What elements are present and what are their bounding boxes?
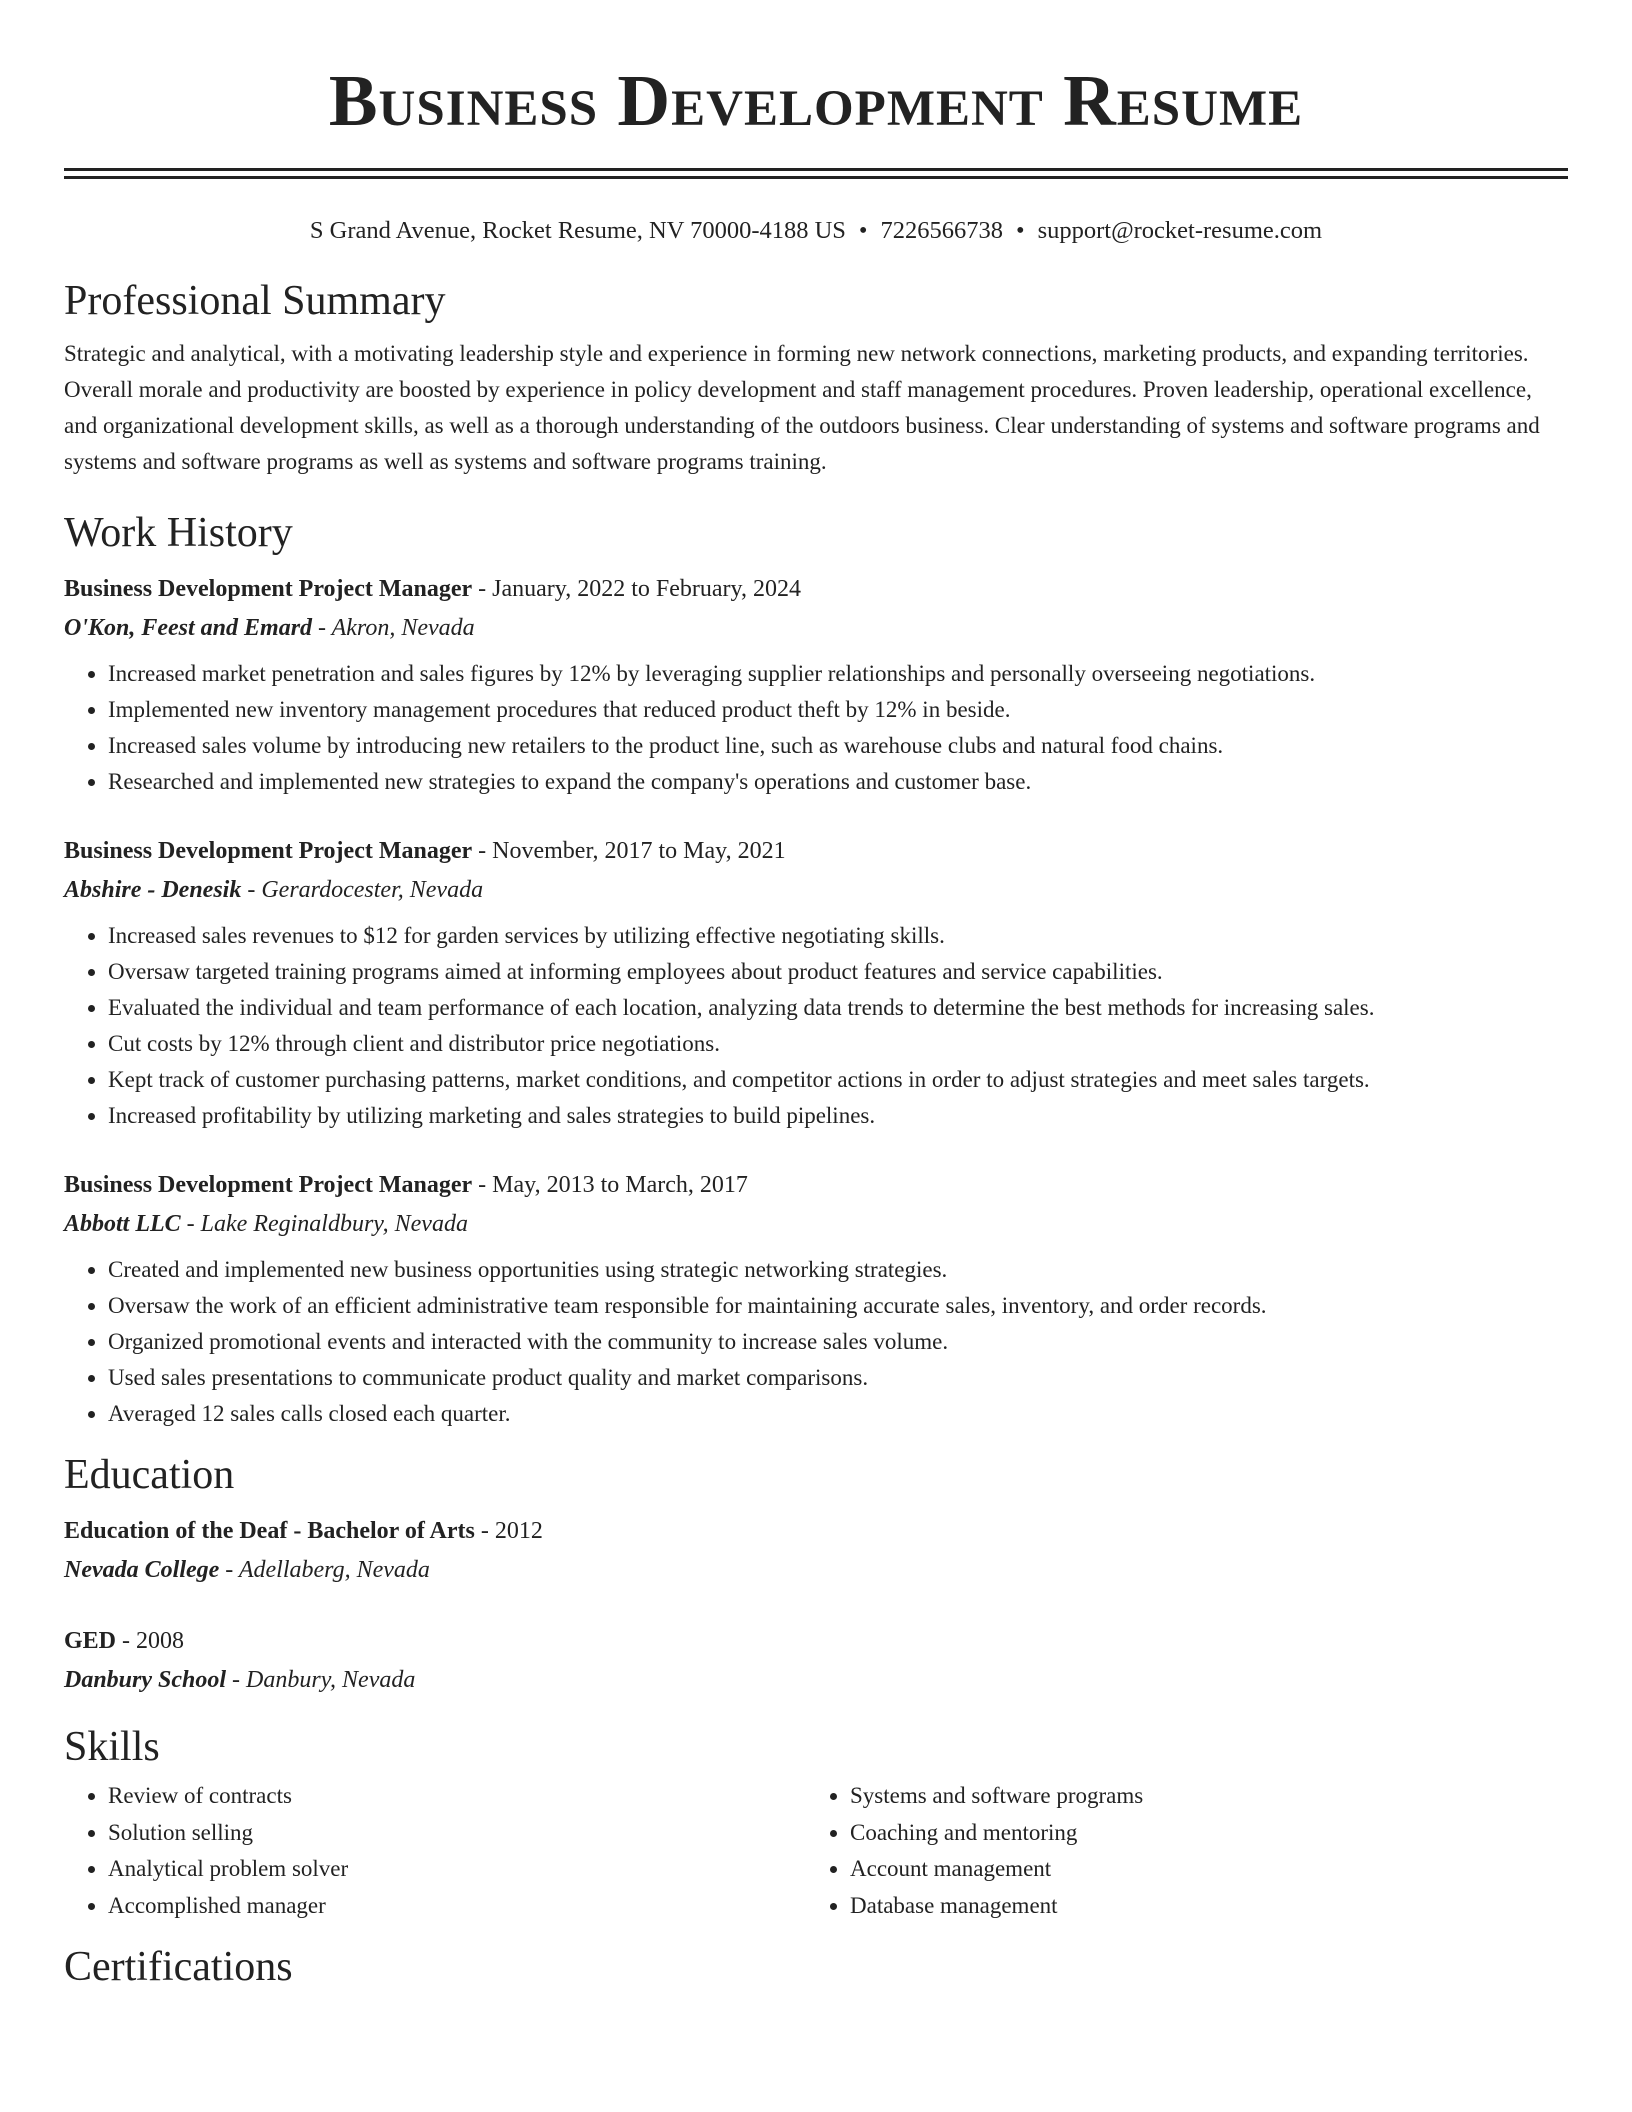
education-location: - Adellaberg, Nevada — [219, 1557, 430, 1583]
job-dates: - November, 2017 to May, 2021 — [472, 838, 786, 864]
job-location: - Lake Reginaldbury, Nevada — [180, 1211, 468, 1237]
education-header — [64, 1622, 1568, 1660]
education-entry — [64, 1512, 1568, 1590]
skills-grid — [64, 1778, 1568, 1924]
education-entry — [64, 1622, 1568, 1700]
job-bullets — [64, 656, 1568, 800]
education-school: Nevada College — [64, 1557, 220, 1583]
contact-address: S Grand Avenue, Rocket Resume, NV 70000-4188 US — [309, 217, 846, 244]
job-location: - Gerardocester, Nevada — [241, 877, 484, 903]
education-degree: Education of the Deaf - Bachelor of Arts — [64, 1518, 475, 1544]
education-header — [64, 1512, 1568, 1550]
list-item: • Researched and implemented new strategies to expand the company's operations and customer base. — [108, 764, 1568, 800]
list-item: • Implemented new inventory management procedures that reduced product theft by 12% in beside. — [108, 692, 1568, 728]
job-header — [64, 570, 1568, 608]
job-company-line — [64, 1204, 1568, 1244]
section-heading-summary: Professional Summary — [64, 278, 446, 324]
education-school-line — [64, 1660, 1568, 1700]
skill-item: • Database management — [850, 1888, 1548, 1925]
job-company: O'Kon, Feest and Emard — [64, 615, 313, 641]
education-school-line — [64, 1550, 1568, 1590]
section-heading-certifications: Certifications — [64, 1944, 293, 1990]
education-degree: GED — [64, 1628, 117, 1654]
job-header — [64, 1166, 1568, 1204]
skills-column-right — [806, 1778, 1548, 1924]
summary-text: Strategic and analytical, with a motivating leadership style and experience in forming new network connections, marketing products, and expanding territories. Overall morale and productivity are boosted by experience in policy development and staff management procedures. Proven leadership, operational excellence, and organizational development skills, as well as a thorough understanding of the outdoors business. Clear understanding of systems and software programs and systems and software programs as well as systems and software programs training. — [64, 341, 1540, 474]
skill-item: • Analytical problem solver — [108, 1851, 806, 1888]
contact-phone: 7226566738 — [880, 217, 1003, 244]
job-title: Business Development Project Manager — [64, 1172, 473, 1198]
list-item: • Evaluated the individual and team performance of each location, analyzing data trends to determine the best methods for increasing sales. — [108, 990, 1568, 1026]
section-heading-skills: Skills — [64, 1724, 160, 1770]
education-year: - 2008 — [116, 1628, 185, 1654]
education-location: - Danbury, Nevada — [226, 1667, 416, 1693]
contact-line — [64, 216, 1568, 246]
resume-page — [64, 0, 1568, 1992]
job-entry — [64, 570, 1568, 800]
job-title: Business Development Project Manager — [64, 576, 473, 602]
title-divider-bottom — [64, 176, 1568, 179]
list-item: • Oversaw targeted training programs aimed at informing employees about product features and service capabilities. — [108, 954, 1568, 990]
job-company: Abshire - Denesik — [64, 877, 242, 903]
list-item: • Kept track of customer purchasing patterns, market conditions, and competitor actions in order to adjust strategies and meet sales targets. — [108, 1062, 1568, 1098]
list-item: • Cut costs by 12% through client and distributor price negotiations. — [108, 1026, 1568, 1062]
job-location: - Akron, Nevada — [312, 615, 475, 641]
job-entry — [64, 832, 1568, 1134]
list-item: • Averaged 12 sales calls closed each quarter. — [108, 1396, 1568, 1432]
job-entry — [64, 1166, 1568, 1432]
list-item: • Created and implemented new business opportunities using strategic networking strategies. — [108, 1252, 1568, 1288]
job-company-line — [64, 870, 1568, 910]
skill-item: • Solution selling — [108, 1815, 806, 1852]
job-bullets — [64, 918, 1568, 1134]
contact-separator: • — [1016, 217, 1025, 244]
job-company-line — [64, 608, 1568, 648]
section-heading-education: Education — [64, 1452, 235, 1498]
education-year: - 2012 — [474, 1518, 543, 1544]
list-item: • Organized promotional events and interacted with the community to increase sales volume. — [108, 1324, 1568, 1360]
skills-column-left — [64, 1778, 806, 1924]
job-dates: - May, 2013 to March, 2017 — [472, 1172, 748, 1198]
skill-item: • Accomplished manager — [108, 1888, 806, 1925]
list-item: • Increased market penetration and sales figures by 12% by leveraging supplier relationships and personally overseeing negotiations. — [108, 656, 1568, 692]
section-heading-work-history: Work History — [64, 510, 293, 556]
contact-email: support@rocket-resume.com — [1037, 217, 1323, 244]
list-item: • Increased profitability by utilizing marketing and sales strategies to build pipelines. — [108, 1098, 1568, 1134]
list-item: • Used sales presentations to communicate product quality and market comparisons. — [108, 1360, 1568, 1396]
skill-item: • Systems and software programs — [850, 1778, 1548, 1815]
job-title: Business Development Project Manager — [64, 838, 473, 864]
job-company: Abbott LLC — [64, 1211, 181, 1237]
resume-title: Business Development Resume — [328, 60, 1304, 141]
list-item: • Oversaw the work of an efficient administrative team responsible for maintaining accurate sales, inventory, and order records. — [108, 1288, 1568, 1324]
job-bullets — [64, 1252, 1568, 1432]
list-item: • Increased sales revenues to $12 for garden services by utilizing effective negotiating skills. — [108, 918, 1568, 954]
contact-separator: • — [858, 217, 868, 244]
job-header — [64, 832, 1568, 870]
education-school: Danbury School — [64, 1667, 227, 1693]
skill-item: • Account management — [850, 1851, 1548, 1888]
skill-item: • Review of contracts — [108, 1778, 806, 1815]
job-dates: - January, 2022 to February, 2024 — [472, 576, 801, 602]
list-item: • Increased sales volume by introducing new retailers to the product line, such as warehouse clubs and natural food chains. — [108, 728, 1568, 764]
skill-item: • Coaching and mentoring — [850, 1815, 1548, 1852]
